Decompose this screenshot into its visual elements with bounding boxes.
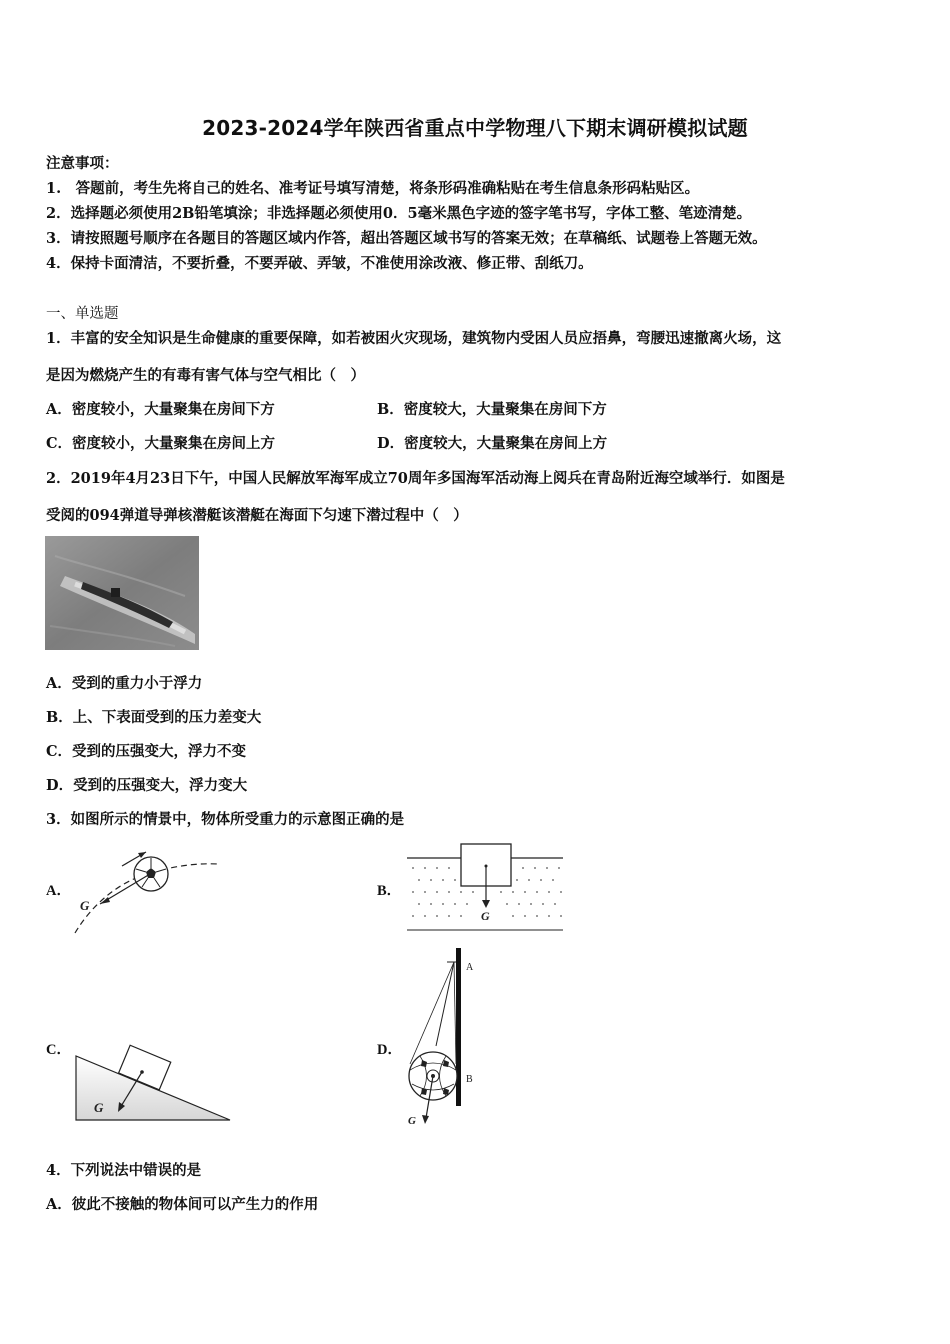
figure-label-d: D． — [377, 1042, 402, 1058]
notice-item: 2．选择题必须使用2B铅笔填涂；非选择题必须使用0．5毫米黑色字迹的签字笔书写，字体工整、笔迹清楚。 — [46, 205, 752, 222]
question-1-option-a: A．密度较小，大量聚集在房间下方 — [46, 401, 275, 418]
notice-item: 1. 答题前，考生先将自己的姓名、准考证号填写清楚，将条形码准确粘贴在考生信息条形码粘贴区。 — [46, 180, 700, 197]
figure-c-incline-block — [74, 1044, 234, 1124]
figure-label-b: B． — [377, 883, 402, 899]
question-4-option-a: A．彼此不接触的物体间可以产生力的作用 — [46, 1196, 319, 1213]
question-1-stem-cont: 是因为燃烧产生的有毒有害气体与空气相比（ ） — [46, 367, 365, 384]
figure-label-a: A． — [46, 883, 71, 899]
question-2-option-c: C．受到的压强变大，浮力不变 — [46, 743, 247, 760]
notice-item: 4．保持卡面清洁，不要折叠，不要弄破、弄皱，不准使用涂改液、修正带、刮纸刀。 — [46, 255, 593, 272]
question-1-option-d: D．密度较大，大量聚集在房间上方 — [377, 435, 608, 452]
question-1-stem: 1．丰富的安全知识是生命健康的重要保障，如若被困火灾现场，建筑物内受困人员应捂鼻，弯腰迅速撤离火场，这 — [46, 330, 782, 347]
figure-d-g-label: G — [408, 1115, 416, 1127]
question-2-stem-cont: 受阅的094弹道导弹核潜艇该潜艇在海面下匀速下潜过程中（ ） — [46, 507, 468, 524]
figure-d-hanging-ball — [400, 944, 490, 1130]
figure-label-c: C． — [46, 1042, 71, 1058]
question-2-option-a: A．受到的重力小于浮力 — [46, 675, 203, 692]
figure-a-g-label: G — [80, 898, 90, 913]
point-a-label: A — [466, 962, 474, 973]
question-2-option-d: D．受到的压强变大，浮力变大 — [46, 777, 248, 794]
point-b-label: B — [466, 1074, 473, 1085]
submarine-photo — [45, 536, 199, 650]
notice-heading: 注意事项： — [46, 155, 119, 172]
figure-b-floating-block — [405, 842, 565, 934]
question-2-stem: 2．2019年4月23日下午，中国人民解放军海军成立70周年多国海军活动海上阅兵在青岛附近海空域举行．如图是 — [46, 470, 785, 487]
question-4-stem: 4．下列说法中错误的是 — [46, 1162, 202, 1179]
figure-a-ball-flight — [70, 838, 220, 938]
page-title: 2023-2024学年陕西省重点中学物理八下期末调研模拟试题 — [202, 116, 748, 140]
figure-c-g-label: G — [94, 1100, 104, 1115]
section-heading: 一、单选题 — [46, 306, 119, 322]
notice-item: 3．请按照题号顺序在各题目的答题区域内作答，超出答题区域书写的答案无效；在草稿纸、试题卷上答题无效。 — [46, 230, 767, 247]
figure-b-g-label: G — [481, 909, 490, 923]
question-3-stem: 3．如图所示的情景中，物体所受重力的示意图正确的是 — [46, 811, 405, 828]
question-2-option-b: B．上、下表面受到的压力差变大 — [46, 709, 262, 726]
question-1-option-c: C．密度较小，大量聚集在房间上方 — [46, 435, 276, 452]
question-1-option-b: B．密度较大，大量聚集在房间下方 — [377, 401, 607, 418]
